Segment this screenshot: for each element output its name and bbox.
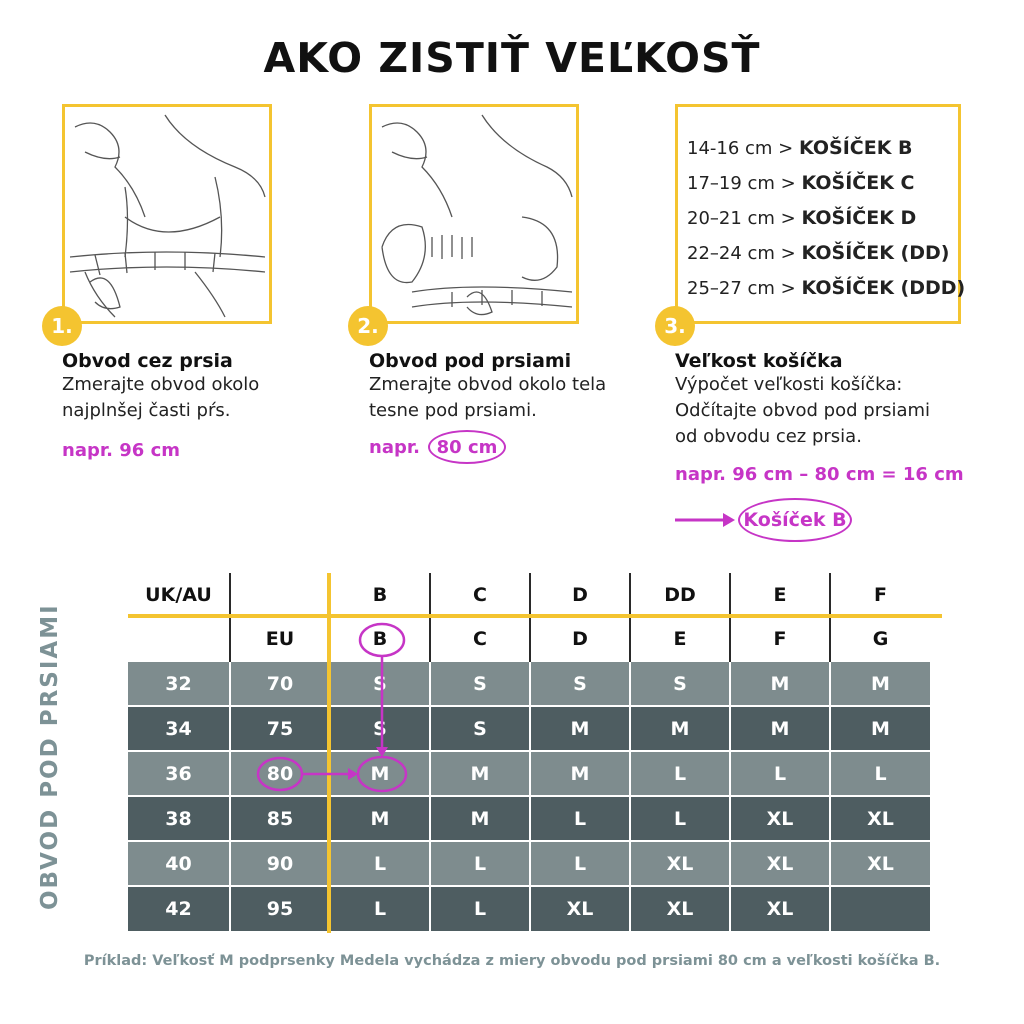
table-cell: M	[430, 796, 530, 841]
table-cell: L	[330, 841, 430, 886]
table-cell: L	[430, 841, 530, 886]
step2-badge: 2.	[348, 306, 388, 346]
header-cell: D	[530, 573, 630, 617]
step2-desc-line: Zmerajte obvod okolo tela	[369, 374, 607, 395]
step2-desc-line: tesne pod prsiami.	[369, 400, 537, 421]
table-cell: L	[630, 751, 730, 796]
step1-badge: 1.	[42, 306, 82, 346]
table-cell: XL	[630, 886, 730, 931]
step3-desc-line: Výpočet veľkosti košíčka:	[675, 374, 903, 395]
table-cell: L	[730, 751, 830, 796]
table-cell: M	[730, 706, 830, 751]
step1-desc-line: najplnšej časti pŕs.	[62, 400, 231, 421]
step1-illustration	[62, 104, 272, 324]
header-cell: F	[730, 617, 830, 661]
table-cell: 40	[128, 841, 230, 886]
table-cell: XL	[730, 886, 830, 931]
table-cell: L	[630, 796, 730, 841]
table-cell: S	[530, 661, 630, 706]
highlight-overlay	[128, 573, 942, 933]
header-cell: EU	[230, 617, 330, 661]
step3-desc-line: Odčítajte obvod pod prsiami	[675, 400, 931, 421]
table-cell: XL	[630, 841, 730, 886]
header-cell: D	[530, 617, 630, 661]
table-cell: S	[430, 661, 530, 706]
step1-title: Obvod cez prsia	[62, 350, 233, 372]
measure-bust-icon	[65, 107, 269, 321]
cup-size-box	[675, 104, 966, 324]
table-cell: 42	[128, 886, 230, 931]
table-cell: M	[530, 751, 630, 796]
table-cell: L	[430, 886, 530, 931]
step2-example: napr. 80 cm	[369, 430, 649, 464]
table-cell: 38	[128, 796, 230, 841]
step3-text	[675, 350, 995, 485]
header-cell: E	[630, 617, 730, 661]
cup-line: 25–27 cm > KOŠÍČEK (DDD)	[687, 277, 966, 299]
step3-desc-line: od obvodu cez prsia.	[675, 426, 862, 447]
header-cell: B	[330, 573, 430, 617]
table-cell: 80	[230, 751, 330, 796]
page-title: AKO ZISTIŤ VEĽKOSŤ	[263, 34, 761, 82]
table-cell: 95	[230, 886, 330, 931]
table-cell: L	[330, 886, 430, 931]
step1-example: napr. 96 cm	[62, 440, 181, 461]
step1-desc-line: Zmerajte obvod okolo	[62, 374, 260, 395]
header-cell: C	[430, 617, 530, 661]
measure-underbust-icon	[372, 107, 576, 321]
table-cell: XL	[730, 796, 830, 841]
table-cell: S	[630, 661, 730, 706]
cup-line: 20–21 cm > KOŠÍČEK D	[687, 207, 917, 229]
table-cell: L	[530, 841, 630, 886]
header-cell: E	[730, 573, 830, 617]
table-cell: 70	[230, 661, 330, 706]
header-cell: C	[430, 573, 530, 617]
header-cell: UK/AU	[128, 573, 230, 617]
header-cell: G	[830, 617, 930, 661]
table-cell: M	[830, 661, 930, 706]
step2-title: Obvod pod prsiami	[369, 350, 572, 372]
cup-line: 22–24 cm > KOŠÍČEK (DD)	[687, 242, 950, 264]
table-cell: 75	[230, 706, 330, 751]
step2-example-oval: 80 cm	[428, 430, 506, 464]
arrow-right-icon	[675, 510, 737, 530]
step1-text	[62, 350, 322, 461]
result-oval: Košíček B	[738, 498, 852, 542]
table-cell: M	[430, 751, 530, 796]
table-cell: S	[430, 706, 530, 751]
header-cell: F	[830, 573, 930, 617]
table-cell: 90	[230, 841, 330, 886]
table-cell: L	[530, 796, 630, 841]
table-cell: M	[830, 706, 930, 751]
header-cell: DD	[630, 573, 730, 617]
table-cell: M	[330, 796, 430, 841]
table-cell: L	[830, 751, 930, 796]
table-cell: S	[330, 661, 430, 706]
table-cell: S	[330, 706, 430, 751]
step2-illustration	[369, 104, 579, 324]
cup-line: 14-16 cm > KOŠÍČEK B	[687, 137, 913, 159]
table-cell: M	[630, 706, 730, 751]
table-cell: XL	[730, 841, 830, 886]
table-cell: 34	[128, 706, 230, 751]
highlight-cup-b	[360, 624, 404, 656]
step2-text	[369, 350, 649, 464]
table-cell: 36	[128, 751, 230, 796]
table-cell: 32	[128, 661, 230, 706]
table-cell: XL	[530, 886, 630, 931]
table-cell: XL	[830, 841, 930, 886]
table-cell: M	[530, 706, 630, 751]
table-cell: XL	[830, 796, 930, 841]
step3-title: Veľkost košíčka	[675, 350, 843, 372]
table-cell: M	[330, 751, 430, 796]
footnote: Príklad: Veľkosť M podprsenky Medela vychádza z miery obvodu pod prsiami 80 cm a veľkosti košíčka B.	[83, 953, 941, 969]
cup-line: 17–19 cm > KOŠÍČEK C	[687, 172, 915, 194]
table-cell: 85	[230, 796, 330, 841]
highlight-underbust-80	[258, 758, 302, 790]
step3-example: napr. 96 cm – 80 cm = 16 cm	[675, 464, 964, 485]
highlight-size-m	[358, 757, 406, 791]
step3-badge: 3.	[655, 306, 695, 346]
table-cell: M	[730, 661, 830, 706]
side-label: OBVOD POD PRSIAMI	[37, 603, 63, 910]
header-cell: B	[330, 617, 430, 661]
